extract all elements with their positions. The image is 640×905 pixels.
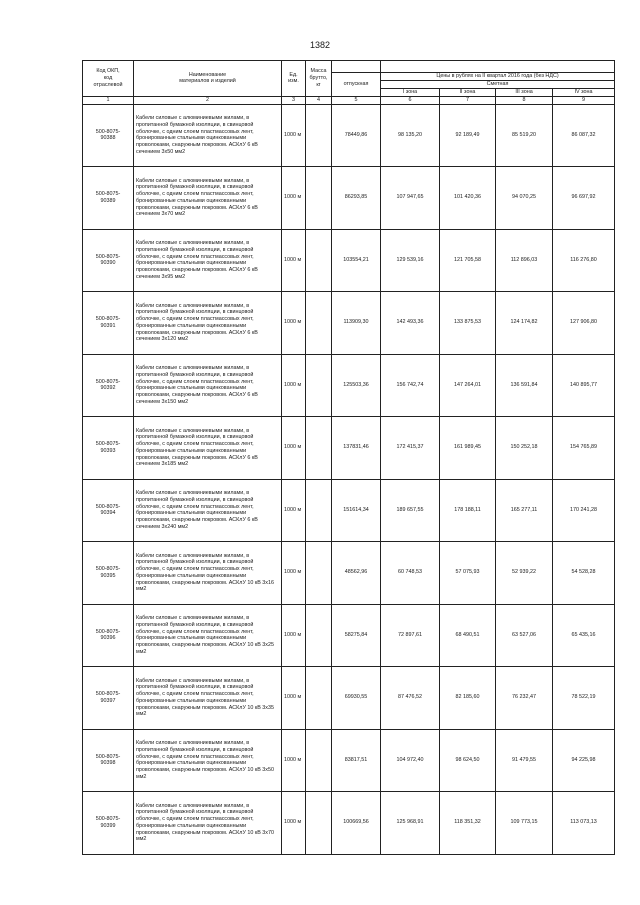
column-number: 1 <box>83 96 134 104</box>
row-zone-3-price: 94 070,25 <box>496 167 553 230</box>
table-row <box>83 167 615 230</box>
row-mass <box>306 292 332 355</box>
row-zone-4-price: 170 241,28 <box>553 479 615 542</box>
column-number: 9 <box>553 96 615 104</box>
row-zone-1-price: 156 742,74 <box>381 354 440 417</box>
row-description: Кабели силовые с алюминиевыми жилами, в пропитанной бумажной изоляции, в свинцовой оболочке, с одним слоем пластмассовых лент, бронированные стальными оцинкованными проволоками, снаружным покровом. АСКлУ 10 кВ 3х25 мм2 <box>134 604 282 667</box>
row-mass <box>306 167 332 230</box>
row-zone-2-price: 161 989,45 <box>440 417 496 480</box>
row-zone-3-price: 124 174,82 <box>496 292 553 355</box>
row-description: Кабели силовые с алюминиевыми жилами, в пропитанной бумажной изоляции, в свинцовой оболочке, с одним слоем пластмассовых лент, бронированные стальными оцинкованными проволоками, снаружным покровом. АСКлУ 10 кВ 3х50 мм2 <box>134 729 282 792</box>
header-estimate: Сметная <box>381 81 615 89</box>
header-name: Наименование материалов и изделий <box>134 61 282 97</box>
table-row <box>83 542 615 605</box>
table-row <box>83 604 615 667</box>
row-zone-3-price: 76 232,47 <box>496 667 553 730</box>
row-unit: 1000 м <box>282 604 306 667</box>
row-release-price: 113909,30 <box>332 292 381 355</box>
row-zone-2-price: 98 624,50 <box>440 729 496 792</box>
row-release-price: 48562,96 <box>332 542 381 605</box>
header-prices-title: Цены в рублях на II квартал 2016 года (без НДС) <box>381 73 615 81</box>
row-zone-1-price: 107 947,65 <box>381 167 440 230</box>
row-code: 500-8075- 90391 <box>83 292 134 355</box>
row-mass <box>306 354 332 417</box>
row-release-price: 78449,86 <box>332 104 381 167</box>
header-zone-4: IV зона <box>553 88 615 96</box>
table-row <box>83 479 615 542</box>
header-code: Код ОКП, код отраслевой <box>83 61 134 97</box>
row-release-price: 125503,36 <box>332 354 381 417</box>
row-zone-2-price: 57 075,93 <box>440 542 496 605</box>
row-code: 500-8075- 90397 <box>83 667 134 730</box>
row-zone-4-price: 94 225,98 <box>553 729 615 792</box>
row-zone-4-price: 65 435,16 <box>553 604 615 667</box>
row-unit: 1000 м <box>282 292 306 355</box>
row-zone-1-price: 189 657,55 <box>381 479 440 542</box>
row-unit: 1000 м <box>282 792 306 855</box>
table-row <box>83 792 615 855</box>
row-release-price: 58275,84 <box>332 604 381 667</box>
row-description: Кабели силовые с алюминиевыми жилами, в пропитанной бумажной изоляции, в свинцовой оболочке, с одним слоем пластмассовых лент, бронированные стальными оцинкованными проволоками, снаружным покровом. АСКлУ 6 кВ сечением 3х50 мм2 <box>134 104 282 167</box>
table-row <box>83 417 615 480</box>
row-zone-3-price: 91 479,55 <box>496 729 553 792</box>
row-code: 500-8075- 90392 <box>83 354 134 417</box>
row-mass <box>306 479 332 542</box>
row-zone-3-price: 136 591,84 <box>496 354 553 417</box>
page-number: 1382 <box>309 40 331 50</box>
table-row <box>83 729 615 792</box>
row-description: Кабели силовые с алюминиевыми жилами, в пропитанной бумажной изоляции, в свинцовой оболочке, с одним слоем пластмассовых лент, бронированные стальными оцинкованными проволоками, снаружным покровом. АСКлУ 10 кВ 3х35 мм2 <box>134 667 282 730</box>
row-unit: 1000 м <box>282 417 306 480</box>
row-zone-2-price: 101 420,36 <box>440 167 496 230</box>
row-code: 500-8075- 90395 <box>83 542 134 605</box>
row-zone-3-price: 109 773,15 <box>496 792 553 855</box>
row-mass <box>306 229 332 292</box>
row-zone-3-price: 112 896,03 <box>496 229 553 292</box>
row-description: Кабели силовые с алюминиевыми жилами, в пропитанной бумажной изоляции, в свинцовой оболочке, с одним слоем пластмассовых лент, бронированные стальными оцинкованными проволоками, снаружным покровом. АСКлУ 10 кВ 3х16 мм2 <box>134 542 282 605</box>
row-zone-3-price: 150 252,18 <box>496 417 553 480</box>
row-code: 500-8075- 90396 <box>83 604 134 667</box>
column-number: 4 <box>306 96 332 104</box>
row-unit: 1000 м <box>282 479 306 542</box>
price-table <box>82 60 615 855</box>
row-mass <box>306 542 332 605</box>
header-release: отпускная <box>332 73 381 97</box>
row-zone-2-price: 121 705,58 <box>440 229 496 292</box>
row-zone-1-price: 98 135,20 <box>381 104 440 167</box>
row-release-price: 86293,85 <box>332 167 381 230</box>
row-release-price: 69930,55 <box>332 667 381 730</box>
row-code: 500-8075- 90399 <box>83 792 134 855</box>
row-release-price: 100669,56 <box>332 792 381 855</box>
row-description: Кабели силовые с алюминиевыми жилами, в пропитанной бумажной изоляции, в свинцовой оболочке, с одним слоем пластмассовых лент, бронированные стальными оцинкованными проволоками, снаружным покровом. АСКлУ 6 кВ сечением 3х185 мм2 <box>134 417 282 480</box>
row-mass <box>306 729 332 792</box>
row-zone-1-price: 60 748,53 <box>381 542 440 605</box>
row-release-price: 103554,21 <box>332 229 381 292</box>
row-unit: 1000 м <box>282 167 306 230</box>
column-number: 5 <box>332 96 381 104</box>
row-unit: 1000 м <box>282 104 306 167</box>
row-zone-4-price: 154 765,89 <box>553 417 615 480</box>
row-mass <box>306 667 332 730</box>
row-code: 500-8075- 90393 <box>83 417 134 480</box>
column-number: 3 <box>282 96 306 104</box>
row-zone-4-price: 86 087,32 <box>553 104 615 167</box>
row-zone-4-price: 78 522,19 <box>553 667 615 730</box>
row-release-price: 137831,46 <box>332 417 381 480</box>
row-zone-4-price: 116 276,80 <box>553 229 615 292</box>
row-unit: 1000 м <box>282 354 306 417</box>
header-zone-1: I зона <box>381 88 440 96</box>
table-row <box>83 354 615 417</box>
row-zone-2-price: 133 875,53 <box>440 292 496 355</box>
row-zone-2-price: 178 188,11 <box>440 479 496 542</box>
row-code: 500-8075- 90389 <box>83 167 134 230</box>
header-mass: Масса брутто, кг <box>306 61 332 97</box>
header-unit: Ед. изм. <box>282 61 306 97</box>
row-zone-4-price: 96 697,92 <box>553 167 615 230</box>
row-zone-1-price: 125 968,91 <box>381 792 440 855</box>
row-release-price: 151614,34 <box>332 479 381 542</box>
row-zone-1-price: 129 539,16 <box>381 229 440 292</box>
row-zone-1-price: 142 493,36 <box>381 292 440 355</box>
row-description: Кабели силовые с алюминиевыми жилами, в пропитанной бумажной изоляции, в свинцовой оболочке, с одним слоем пластмассовых лент, бронированные стальными оцинкованными проволоками, снаружным покровом. АСКлУ 6 кВ сечением 3х240 мм2 <box>134 479 282 542</box>
row-zone-2-price: 92 189,49 <box>440 104 496 167</box>
table-row <box>83 667 615 730</box>
header-zone-3: III зона <box>496 88 553 96</box>
row-zone-4-price: 140 895,77 <box>553 354 615 417</box>
row-code: 500-8075- 90388 <box>83 104 134 167</box>
column-number: 6 <box>381 96 440 104</box>
row-zone-1-price: 172 415,37 <box>381 417 440 480</box>
row-unit: 1000 м <box>282 542 306 605</box>
row-code: 500-8075- 90390 <box>83 229 134 292</box>
row-mass <box>306 792 332 855</box>
row-zone-2-price: 68 490,51 <box>440 604 496 667</box>
column-number: 7 <box>440 96 496 104</box>
row-zone-4-price: 113 073,13 <box>553 792 615 855</box>
row-zone-3-price: 63 527,06 <box>496 604 553 667</box>
table-row <box>83 229 615 292</box>
row-description: Кабели силовые с алюминиевыми жилами, в пропитанной бумажной изоляции, в свинцовой оболочке, с одним слоем пластмассовых лент, бронированные стальными оцинкованными проволоками, снаружным покровом. АСКлУ 6 кВ сечением 3х95 мм2 <box>134 229 282 292</box>
row-zone-1-price: 104 972,40 <box>381 729 440 792</box>
row-description: Кабели силовые с алюминиевыми жилами, в пропитанной бумажной изоляции, в свинцовой оболочке, с одним слоем пластмассовых лент, бронированные стальными оцинкованными проволоками, снаружным покровом. АСКлУ 6 кВ сечением 3х120 мм2 <box>134 292 282 355</box>
row-mass <box>306 417 332 480</box>
row-zone-3-price: 85 519,20 <box>496 104 553 167</box>
table-row <box>83 292 615 355</box>
row-code: 500-8075- 90398 <box>83 729 134 792</box>
row-zone-1-price: 72 897,61 <box>381 604 440 667</box>
row-zone-3-price: 52 939,22 <box>496 542 553 605</box>
row-description: Кабели силовые с алюминиевыми жилами, в пропитанной бумажной изоляции, в свинцовой оболочке, с одним слоем пластмассовых лент, бронированные стальными оцинкованными проволоками, снаружным покровом. АСКлУ 6 кВ сечением 3х70 мм2 <box>134 167 282 230</box>
row-unit: 1000 м <box>282 729 306 792</box>
row-description: Кабели силовые с алюминиевыми жилами, в пропитанной бумажной изоляции, в свинцовой оболочке, с одним слоем пластмассовых лент, бронированные стальными оцинкованными проволоками, снаружным покровом. АСКлУ 10 кВ 3х70 мм2 <box>134 792 282 855</box>
row-zone-1-price: 87 476,52 <box>381 667 440 730</box>
row-zone-2-price: 82 185,60 <box>440 667 496 730</box>
column-number: 2 <box>134 96 282 104</box>
row-zone-2-price: 118 351,32 <box>440 792 496 855</box>
row-zone-4-price: 127 906,80 <box>553 292 615 355</box>
header-zone-2: II зона <box>440 88 496 96</box>
row-release-price: 83817,51 <box>332 729 381 792</box>
row-unit: 1000 м <box>282 229 306 292</box>
row-unit: 1000 м <box>282 667 306 730</box>
row-mass <box>306 104 332 167</box>
row-mass <box>306 604 332 667</box>
table-row <box>83 104 615 167</box>
row-zone-3-price: 165 277,11 <box>496 479 553 542</box>
row-zone-4-price: 54 528,28 <box>553 542 615 605</box>
row-zone-2-price: 147 264,01 <box>440 354 496 417</box>
column-number: 8 <box>496 96 553 104</box>
row-description: Кабели силовые с алюминиевыми жилами, в пропитанной бумажной изоляции, в свинцовой оболочке, с одним слоем пластмассовых лент, бронированные стальными оцинкованными проволоками, снаружным покровом. АСКлУ 6 кВ сечением 3х150 мм2 <box>134 354 282 417</box>
row-code: 500-8075- 90394 <box>83 479 134 542</box>
